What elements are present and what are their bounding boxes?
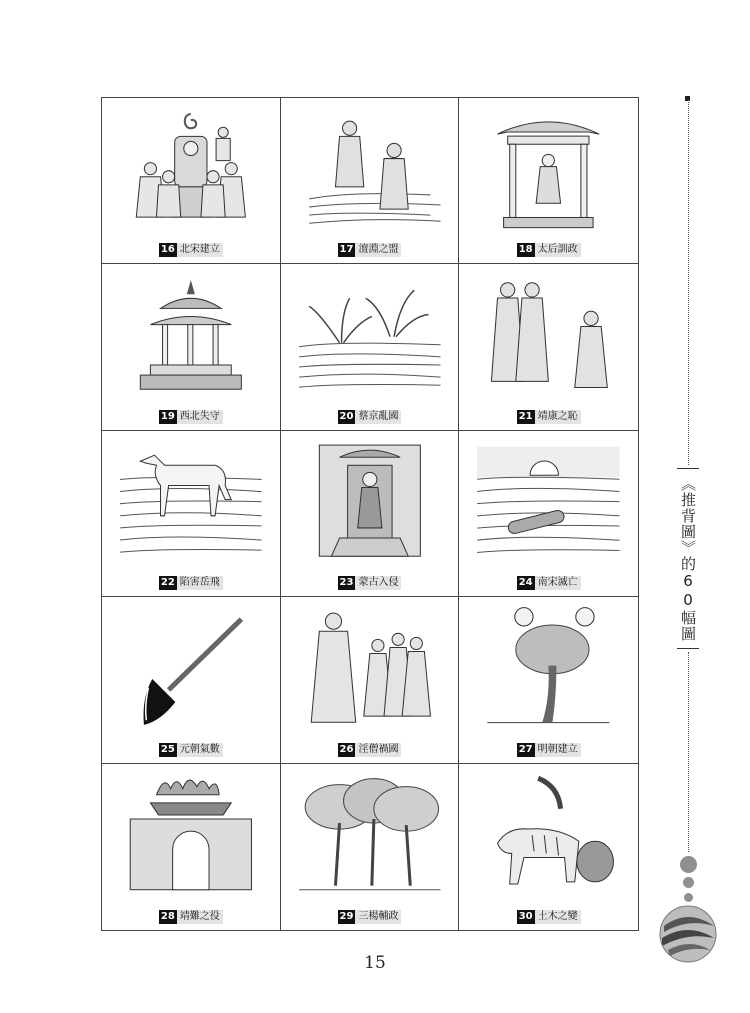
riverbank-officials-icon <box>289 104 451 239</box>
panel-title: 元朝氣數 <box>179 743 220 755</box>
panel-20 <box>281 264 460 430</box>
pavilion-icon <box>110 270 272 405</box>
illustration-grid <box>101 97 639 931</box>
panel-number: 25 <box>160 743 175 755</box>
grass-water-icon <box>289 270 451 405</box>
panel-title: 三楊輔政 <box>358 910 399 922</box>
panel-22 <box>102 431 281 597</box>
panel-title: 淫僧禍國 <box>358 743 399 755</box>
side-dotted-line-top <box>688 100 689 465</box>
panel-18 <box>459 98 638 264</box>
tiger-icon <box>467 770 630 906</box>
bead-icon <box>684 893 693 902</box>
panel-17 <box>281 98 460 264</box>
side-dotted-line-bottom <box>688 652 689 852</box>
sunset-log-icon <box>467 437 630 572</box>
three-officials-icon <box>467 270 630 405</box>
panel-number: 26 <box>339 743 354 755</box>
panel-number: 29 <box>339 910 354 922</box>
panel-title: 蒙古入侵 <box>358 577 399 589</box>
panel-title: 土木之變 <box>537 910 578 922</box>
panel-title: 陷害岳飛 <box>179 577 220 589</box>
panel-27 <box>459 597 638 763</box>
side-divider <box>677 648 699 649</box>
panel-21 <box>459 264 638 430</box>
panel-number: 20 <box>339 410 354 422</box>
panel-title: 西北失守 <box>179 410 220 422</box>
panel-29 <box>281 764 460 930</box>
panel-title: 北宋建立 <box>179 244 220 256</box>
burning-gate-icon <box>110 770 272 906</box>
panel-title: 明朝建立 <box>537 743 578 755</box>
panel-title: 靖難之役 <box>179 910 220 922</box>
willow-trees-icon <box>289 770 451 906</box>
panel-16 <box>102 98 281 264</box>
panel-number: 24 <box>518 577 533 589</box>
panel-title: 太后訓政 <box>537 244 578 256</box>
panel-25 <box>102 597 281 763</box>
page-number: 15 <box>364 953 386 973</box>
bead-icon <box>680 856 697 873</box>
pavilion-empress-icon <box>467 104 630 239</box>
panel-number: 18 <box>518 244 533 256</box>
panel-number: 22 <box>160 577 175 589</box>
monk-women-icon <box>289 603 451 738</box>
bead-icon <box>683 877 694 888</box>
panel-30 <box>459 764 638 930</box>
panel-number: 28 <box>160 910 175 922</box>
panel-26 <box>281 597 460 763</box>
panel-24 <box>459 431 638 597</box>
panel-number: 21 <box>518 410 533 422</box>
panel-title: 靖康之恥 <box>537 410 578 422</box>
axe-icon <box>110 603 272 738</box>
panel-number: 17 <box>339 244 354 256</box>
gate-warrior-icon <box>289 437 451 572</box>
side-title: 《推背圖》的60幅圖 <box>679 476 697 642</box>
panel-28 <box>102 764 281 930</box>
two-suns-tree-icon <box>467 603 630 738</box>
panel-title: 蔡京亂國 <box>358 410 399 422</box>
panel-number: 30 <box>518 910 533 922</box>
panel-number: 16 <box>160 244 175 256</box>
panel-23 <box>281 431 460 597</box>
panel-number: 23 <box>339 577 354 589</box>
horse-water-icon <box>110 437 272 572</box>
panel-number: 19 <box>160 410 175 422</box>
side-divider <box>677 468 699 469</box>
panel-19 <box>102 264 281 430</box>
panel-title: 南宋滅亡 <box>537 577 578 589</box>
panel-title: 澶淵之盟 <box>358 244 399 256</box>
emperor-court-icon <box>110 104 272 239</box>
panel-number: 27 <box>518 743 533 755</box>
